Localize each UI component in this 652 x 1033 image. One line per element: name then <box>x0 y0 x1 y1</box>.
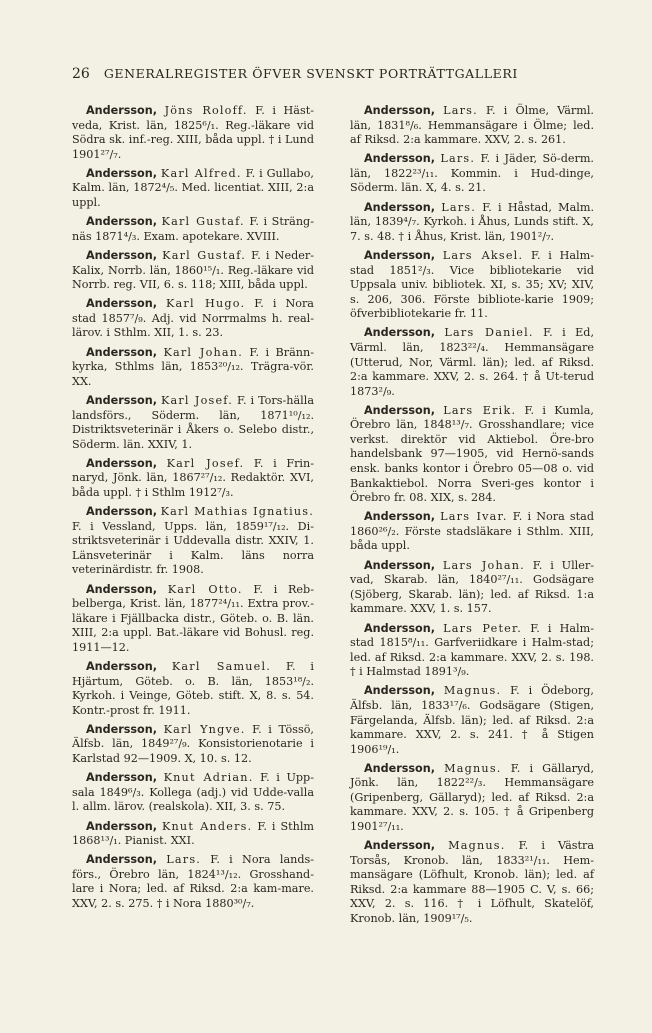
entry-given-name: Lars Daniel. <box>444 326 534 340</box>
register-entry <box>350 104 594 148</box>
register-entry <box>72 249 314 293</box>
entry-given-name: Lars Ivar. <box>440 510 508 524</box>
entry-details: F. i Neder-Kalix, Norrb. län, 1860¹⁵/₁. Reg.-läkare vid Norrb. reg. VII, 6. s. 118; XIII, båda uppl. <box>72 248 314 292</box>
entry-surname: Andersson, <box>86 582 157 596</box>
entry-surname: Andersson, <box>86 393 157 407</box>
entry-given-name: Lars. <box>443 104 478 117</box>
page-number: 26 <box>72 66 90 82</box>
entry-given-name: Lars Erik. <box>443 403 517 417</box>
register-entry <box>350 510 594 554</box>
entry-details: F. i Häst-veda, Krist. län, 1825⁶/₁. Reg.-läkare vid Södra sk. inf.-reg. XIII, båda uppl. † i Lund 1901²⁷/₇. <box>72 104 314 161</box>
entry-surname: Andersson, <box>364 761 435 775</box>
register-entry <box>72 853 314 911</box>
entry-surname: Andersson, <box>86 853 157 867</box>
entry-details: F. i Gullabo, Kalm. län, 1872⁴/₅. Med. licentiat. XIII, 2:a uppl. <box>72 166 314 209</box>
entry-given-name: Karl Johan. <box>163 345 243 359</box>
entry-given-name: Karl Gustaf. <box>162 248 247 262</box>
entry-surname: Andersson, <box>86 215 157 229</box>
entry-details: F. i Halm-stad 1815⁸/₁₁. Garfveriidkare i Halm-stad; led. af Riksd. 2:a kammare. XXV, 2. s. 198. † i Halmstad 1891³/₉. <box>350 621 594 679</box>
entry-given-name: Karl Otto. <box>167 582 243 596</box>
register-entry <box>72 457 314 501</box>
entry-given-name: Magnus. <box>443 684 502 698</box>
register-entry <box>72 167 314 211</box>
register-entry <box>72 215 314 244</box>
entry-surname: Andersson, <box>86 660 157 674</box>
entry-given-name: Lars. <box>440 152 476 166</box>
register-entry <box>72 583 314 656</box>
entry-details: F. i Uller-vad, Skarab. län, 1840²⁷/₁₁. Godsägare (Sjöberg, Skarab. län); led. af Riksd. 1:a kammare. XXV, 1. s. 157. <box>350 558 594 616</box>
entry-details: F. i Västra Torsås, Kronob. län, 1833²¹/₁₁. Hem-mansägare (Löfhult, Kronob. län); led. af Riksd. 2:a kammare 88—1905 C. V, s. 66; XXV, 2. s. 116. † i Löfhult, Skatelöf, Kronob. län, 1909¹⁷/₅. <box>350 839 594 925</box>
entry-surname: Andersson, <box>364 684 435 698</box>
entry-given-name: Karl Gustaf. <box>161 215 245 229</box>
entry-surname: Andersson, <box>86 297 157 311</box>
register-entry <box>350 762 594 835</box>
entry-surname: Andersson, <box>364 104 435 117</box>
register-entry <box>350 684 594 757</box>
entry-given-name: Lars. <box>441 200 476 214</box>
entry-given-name: Karl Hugo. <box>166 297 246 311</box>
entry-surname: Andersson, <box>364 248 435 262</box>
entry-details: F. i Jäder, Sö-derm. län, 1822²³/₁₁. Kommin. i Hud-dinge, Söderm. län. X, 4. s. 21. <box>350 152 594 195</box>
register-entry <box>350 249 594 322</box>
entry-surname: Andersson, <box>364 510 435 524</box>
entry-details: F. i Upp-sala 1849⁶/₃. Kollega (adj.) vid Udde-valla l. allm. lärov. (realskola). XII, 3. s. 75. <box>72 771 314 814</box>
register-entry <box>72 723 314 767</box>
register-entry <box>350 152 594 196</box>
entry-surname: Andersson, <box>364 839 435 853</box>
left-column <box>72 104 314 916</box>
entry-given-name: Knut Adrian. <box>163 771 254 785</box>
register-entry <box>72 820 314 849</box>
entry-surname: Andersson, <box>86 505 157 519</box>
register-entry <box>350 326 594 399</box>
entry-surname: Andersson, <box>86 104 157 117</box>
entry-given-name: Lars Peter. <box>443 621 523 635</box>
entry-surname: Andersson, <box>86 722 157 736</box>
entry-details: F. i Ed, Värml. län, 1823²²/₄. Hemmansägare (Utterud, Nor, Värml. län); led. af Riksd. 2:a kammare. XXV, 2. s. 264. † å Ut-terud 1873²/₉. <box>350 326 594 398</box>
entry-details: F. i Nora lands-förs., Örebro län, 1824¹³/₁₂. Grosshand-lare i Nora; led. af Riksd. 2:a kam-mare. XXV, 2. s. 275. † i Nora 1880³⁰/₇. <box>72 853 314 910</box>
entry-given-name: Magnus. <box>448 839 506 853</box>
entry-details: F. i Kumla, Örebro län, 1848¹³/₇. Grosshandlare; vice verkst. direktör vid Aktiebol. Öre-bro handelsbank 97—1905, vid Hernö-sands ensk. banks kontor i Örebro 05—08 o. vid Bankaktiebol. Norra Sveri-ges kontor i Örebro fr. 08. XIX, s. 284. <box>350 403 594 505</box>
register-entry <box>72 104 314 162</box>
entry-given-name: Knut Anders. <box>161 819 253 833</box>
register-entry <box>72 297 314 341</box>
entry-given-name: Karl Mathias Ignatius. <box>160 505 314 519</box>
entry-given-name: Karl Yngve. <box>163 722 246 736</box>
entry-details: F. i Ölme, Värml. län, 1831⁸/₆. Hemmansägare i Ölme; led. af Riksd. 2:a kammare. XXV, 2. s. 261. <box>350 104 594 147</box>
register-entry <box>350 622 594 680</box>
entry-details: F. i Frin-naryd, Jönk. län, 1867²⁷/₁₂. Redaktör. XVI, båda uppl. † i Sthlm 1912⁷/₃. <box>72 456 315 499</box>
register-entry <box>72 771 314 815</box>
entry-details: F. i Nora stad 1860²⁶/₂. Förste stadsläkare i Sthlm. XIII, båda uppl. <box>350 510 594 553</box>
entry-details: F. i Nora stad 1857⁷/₉. Adj. vid Norrmalms h. real-lärov. i Sthlm. XII, 1. s. 23. <box>72 297 314 340</box>
register-entry <box>350 201 594 245</box>
entry-details: F. i Sthlm 1868¹³/₁. Pianist. XXI. <box>72 819 315 848</box>
register-entry <box>350 404 594 506</box>
entry-surname: Andersson, <box>86 819 157 833</box>
entry-surname: Andersson, <box>364 403 435 417</box>
entry-given-name: Karl Josef. <box>160 393 233 407</box>
entry-given-name: Lars Johan. <box>442 558 525 572</box>
entry-details: F. i Sträng-näs 1871⁴/₃. Exam. apotekare. XVIII. <box>72 215 315 243</box>
entry-given-name: Lars. <box>166 853 202 867</box>
entry-details: F. i Halm-stad 1851²/₃. Vice bibliotekarie vid Uppsala univ. bibliotek. XI, s. 35; XV; XIV, s. 206, 306. Förste bibliote-karie 1909; öfverbibliotekarie fr. 11. <box>350 248 594 321</box>
entry-surname: Andersson, <box>364 152 435 166</box>
running-title: GENERALREGISTER ÖFVER SVENSKT PORTRÄTTGALLERI <box>103 66 518 81</box>
entry-surname: Andersson, <box>364 200 435 214</box>
entry-surname: Andersson, <box>86 456 157 470</box>
entry-given-name: Magnus. <box>444 761 502 775</box>
entry-surname: Andersson, <box>364 326 435 340</box>
running-header <box>72 66 552 82</box>
entry-details: F. i Håstad, Malm. län, 1839⁴/₇. Kyrkoh. i Åhus, Lunds stift. X, 7. s. 48. † i Åhus, Krist. län, 1901²/₇. <box>350 200 595 243</box>
entry-given-name: Karl Josef. <box>166 456 245 470</box>
entry-surname: Andersson, <box>86 166 157 180</box>
entry-surname: Andersson, <box>86 771 157 785</box>
register-entry <box>72 394 314 452</box>
entry-details: F. i Vessland, Upps. län, 1859¹⁷/₁₂. Di-striktsveterinär i Uddevalla distr. XXIV, 1. Länsveterinär i Kalm. läns norra veterinärdistr. fr. 1908. <box>72 519 314 577</box>
entry-surname: Andersson, <box>364 558 435 572</box>
register-entry <box>350 559 594 617</box>
entry-given-name: Karl Samuel. <box>171 660 272 674</box>
entry-details: F. i Gällaryd, Jönk. län, 1822²²/₃. Hemmansägare (Gripenberg, Gällaryd); led. af Riksd. 2:a kammare. XXV, 2. s. 105. † å Gripenberg 1901²⁷/₁₁. <box>350 761 595 834</box>
entry-given-name: Lars Aksel. <box>442 248 524 262</box>
entry-surname: Andersson, <box>86 345 157 359</box>
register-entry <box>72 505 314 578</box>
right-column <box>350 104 594 931</box>
entry-details: F. i Tössö, Älfsb. län, 1849²⁷/₉. Konsistorienotarie i Karlstad 92—1909. X, 10. s. 12. <box>72 722 314 765</box>
register-entry <box>72 660 314 718</box>
register-entry <box>72 346 314 390</box>
entry-details: F. i Tors-hälla landsförs., Söderm. län, 1871¹⁰/₁₂. Distriktsveterinär i Åkers o. Selebo distr., Söderm. län. XXIV, 1. <box>72 393 314 451</box>
entry-surname: Andersson, <box>364 621 435 635</box>
entry-given-name: Jöns Roloff. <box>164 104 248 117</box>
entry-details: F. i Hjärtum, Göteb. o. B. län, 1853¹⁸/₂. Kyrkoh. i Veinge, Göteb. stift. X, 8. s. 54. Kontr.-prost fr. 1911. <box>72 660 315 717</box>
entry-details: F. i Bränn-kyrka, Sthlms län, 1853²⁰/₁₂. Trägra-vör. XX. <box>72 345 314 388</box>
entry-given-name: Karl Alfred. <box>160 166 242 180</box>
entry-details: F. i Ödeborg, Älfsb. län, 1833¹⁷/₆. Godsägare (Stigen, Färgelanda, Älfsb. län); led. af Riksd. 2:a kammare. XXV, 2. s. 241. † å Stigen 1906¹⁹/₁. <box>350 684 594 756</box>
entry-surname: Andersson, <box>86 248 157 262</box>
register-entry <box>350 839 594 926</box>
entry-details: F. i Reb-belberga, Krist. län, 1877²⁴/₁₁. Extra prov.-läkare i Fjällbacka distr., Göteb. o. B. län. XIII, 2:a uppl. Bat.-läkare vid Bohusl. reg. 1911—12. <box>72 582 314 654</box>
